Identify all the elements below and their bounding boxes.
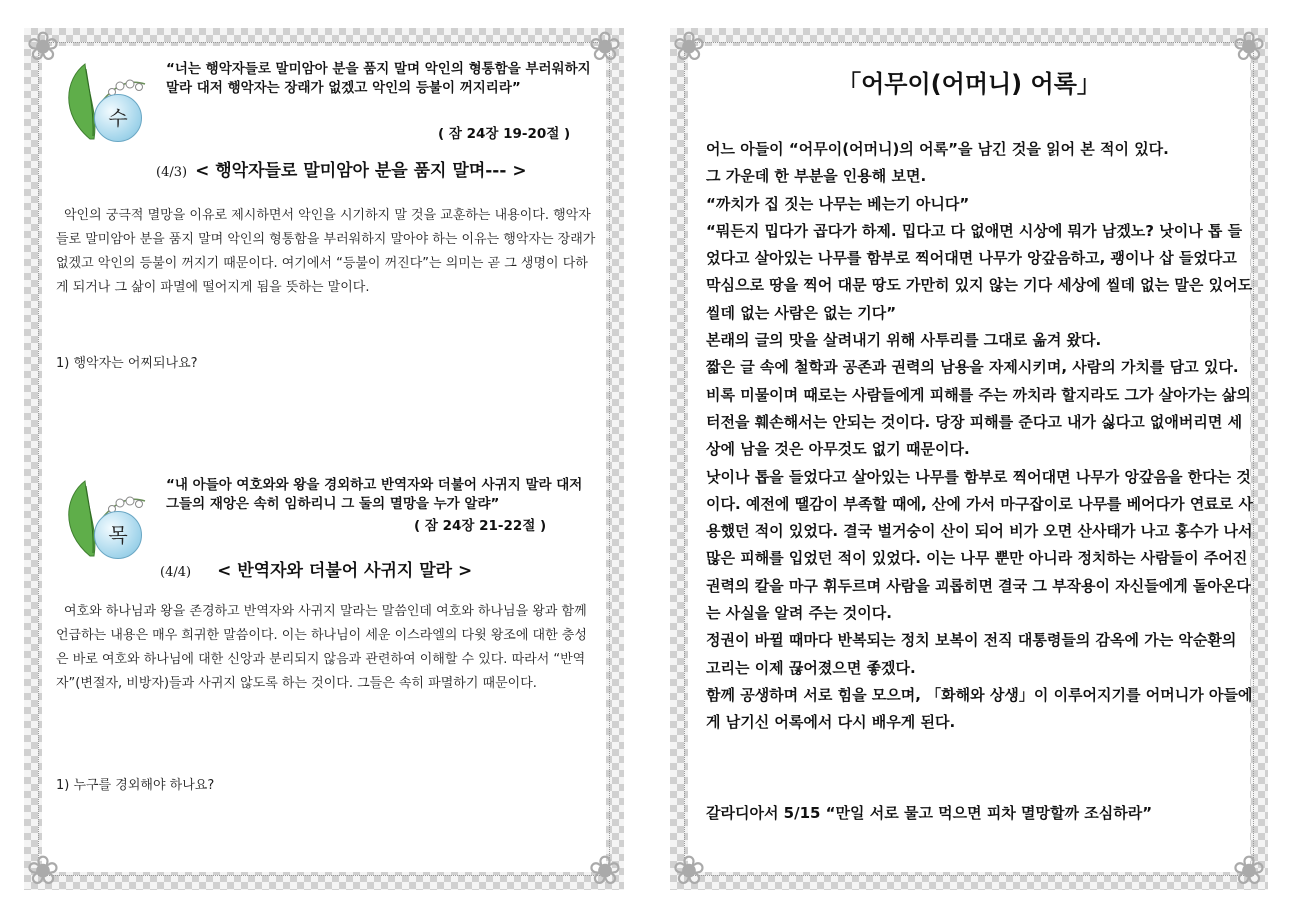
right-page <box>670 24 1268 894</box>
scripture-quote: “너는 행악자들로 말미암아 분을 품지 말며 악인의 형통함을 부러워하지 말라 대저 행악자는 장래가 없겠고 악인의 등불이 꺼지리라” <box>166 61 591 96</box>
frame-ornament-icon: ❀ <box>672 848 706 894</box>
study-question: 1) 행악자는 어찌되나요? <box>56 356 198 371</box>
frame-ornament-icon: ❀ <box>672 24 706 70</box>
essay-paragraph: 그 가운데 한 부분을 인용해 보면. <box>706 167 927 186</box>
section-date: (4/4) <box>160 565 192 580</box>
study-question: 1) 누구를 경외해야 하나요? <box>56 778 215 793</box>
weekday-badge: 목 <box>94 511 142 559</box>
scripture-quote: “내 아들아 여호와와 왕을 경외하고 반역자와 더불어 사귀지 말라 대저 그들의 재앙은 속히 임하리니 그 둘의 멸망을 누가 알랴” <box>166 477 583 512</box>
section-date: (4/3) <box>156 165 188 180</box>
essay-paragraph: 정권이 바뀔 때마다 반복되는 정치 보복이 전직 대통령들의 감옥에 가는 악순환의 고리는 이제 끊어졌으면 좋겠다. <box>706 631 1237 677</box>
essay-paragraph: 함께 공생하며 서로 힘을 모으며, 「화해와 상생」이 이루어지기를 어머니가 아들에게 남기신 어록에서 다시 배우게 된다. <box>706 685 1253 732</box>
scripture-reference: ( 잠 24장 21-22절 ) <box>414 518 547 534</box>
frame-ornament-icon: ❀ <box>588 24 622 70</box>
left-page <box>24 24 624 894</box>
scripture-footer: 갈라디아서 5/15 “만일 서로 물고 먹으면 피차 멸망할까 조심하라” <box>706 804 1153 822</box>
frame-ornament-icon: ❀ <box>26 24 60 70</box>
essay-body <box>706 136 1254 737</box>
commentary-text: 여호와 하나님과 왕을 존경하고 반역자와 사귀지 말라는 말씀인데 여호와 하나님을 왕과 함께 언급하는 내용은 매우 희귀한 말씀이다. 이는 하나님이 세운 이스라엘의 다윗 왕조에 대한 충성은 바로 여호와 하나님에 대한 신앙과 분리되지 않음과 관련하여 이해할 수 있다. 따라서 “반역자”(변절자, 비방자)들과 사귀지 않도록 하는 것이다. 그들은 속히 파멸하기 때문이다. <box>56 604 587 691</box>
essay-paragraph: “까치가 집 짓는 나무는 베는기 아니다” <box>706 194 970 213</box>
frame-ornament-icon: ❀ <box>588 848 622 894</box>
page-title: 「어무이(어머니) 어록」 <box>837 70 1101 98</box>
weekday-badge: 수 <box>94 94 142 142</box>
lily-emblem <box>60 54 160 139</box>
scripture-reference: ( 잠 24장 19-20절 ) <box>438 126 571 142</box>
essay-paragraph: “뭐든지 밉다가 곱다가 하제. 밉다고 다 없애면 시상에 뭐가 남겠노? 낫이나 톱 들었다고 살아있는 나무를 함부로 찍어대면 나무가 앙갚음하고, 괭이나 삽 들었다고 막심으로 땅을 찍어 대문 땅도 가만히 있지 않는 기다 세상에 씰데 없는 말은 있어도 씰데 없는 사람은 없는 기다” <box>706 221 1253 322</box>
commentary-text: 악인의 궁극적 멸망을 이유로 제시하면서 악인을 시기하지 말 것을 교훈하는 내용이다. 행악자들로 말미암아 분을 품지 말며 악인의 형통함을 부러워하지 말아야 하는 이유는 행악자는 장래가 없겠고 악인의 등불이 꺼지기 때문이다. 여기에서 “등불이 꺼진다”는 의미는 곧 그 생명이 다하게 되거나 그 삶이 파멸에 떨어지게 됨을 뜻하는 말이다. <box>56 208 596 295</box>
section-title: < 행악자들로 말미암아 분을 품지 말며--- > <box>195 161 527 181</box>
section-heading <box>160 556 472 581</box>
essay-paragraph: 어느 아들이 “어무이(어머니)의 어록”을 남긴 것을 읽어 본 적이 있다. <box>706 140 1169 158</box>
frame-ornament-icon: ❀ <box>26 848 60 894</box>
section-heading <box>156 156 527 181</box>
frame-ornament-icon: ❀ <box>1232 848 1266 894</box>
essay-paragraph: 본래의 글의 맛을 살려내기 위해 사투리를 그대로 옮겨 왔다. <box>706 331 1102 350</box>
essay-paragraph: 짧은 글 속에 철학과 공존과 권력의 남용을 자제시키며, 사람의 가치를 담고 있다. 비록 미물이며 때로는 사람들에게 피해를 주는 까치라 할지라도 그가 살아가는 삶의 터전을 훼손해서는 안되는 것이다. 당장 피해를 준다고 내가 싫다고 없애버리면 세상에 남을 것은 아무것도 없기 때문이다. <box>706 358 1251 459</box>
section-title: < 반역자와 더불어 사귀지 말라 > <box>217 561 473 581</box>
lily-emblem <box>60 471 160 556</box>
frame-ornament-icon: ❀ <box>1232 24 1266 70</box>
essay-paragraph: 낫이나 톱을 들었다고 살아있는 나무를 함부로 찍어대면 나무가 앙갚음을 한다는 것이다. 예전에 땔감이 부족할 때에, 산에 가서 마구잡이로 나무를 베어다가 연료로 사용했던 적이 있었다. 결국 벌거숭이 산이 되어 비가 오면 산사태가 나고 홍수가 나서 많은 피해를 입었던 적이 있었다. 이는 나무 뿐만 아니라 정치하는 사람들이 주어진 권력의 칼을 마구 휘두르며 사람을 괴롭히면 결국 그 부작용이 자신들에게 돌아온다는 사실을 알려 주는 것이다. <box>706 467 1254 623</box>
